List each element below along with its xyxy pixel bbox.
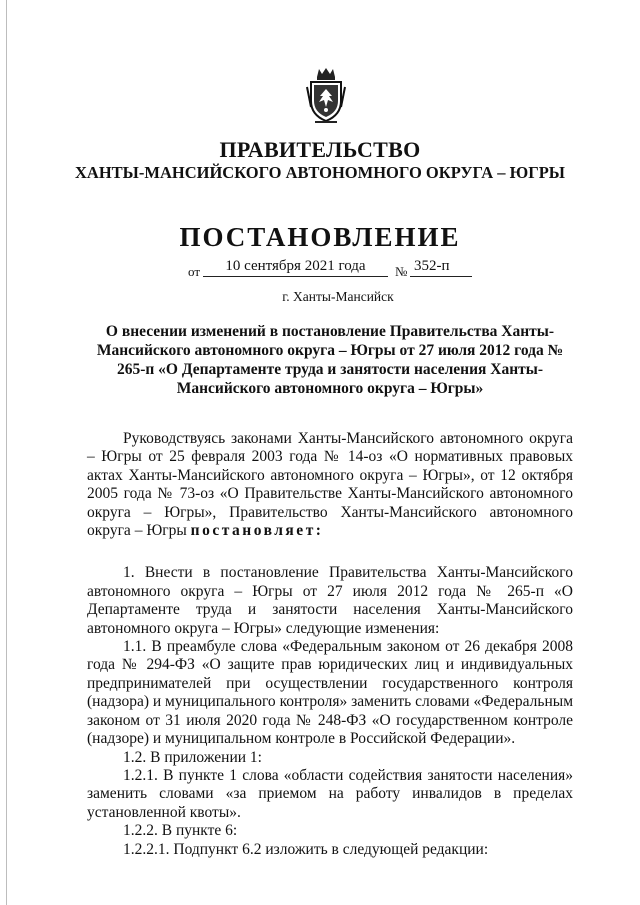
preamble-text: Руководствуясь законами Ханты-Мансийского автономного округа – Югры от 25 февраля 2003 года № 14-оз «О нормативных правовых актах Ханты-Мансийского автономного округа – Югры», от 12 октября 2005 года № 73-оз «О Правительстве Ханты-Мансийского автономного округа – Югры», Правительство Ханты-Мансийского автономного округа – Югры <box>87 430 573 540</box>
paragraph-item-1: 1. Внести в постановление Правительства Ханты-Мансийского автономного округа – Югры от 27 июля 2012 года № 265-п «О Департаменте труда и занятости населения Ханты-Мансийского автономного округа – Югры» следующие изменения: <box>87 564 573 637</box>
paragraph-item-1-2-2-1: 1.2.2.1. Подпункт 6.2 изложить в следующей редакции: <box>123 840 489 858</box>
date-prefix: от <box>188 264 201 279</box>
document-number: 352-п <box>410 258 472 277</box>
paragraph-item-1-2-1: 1.2.1. В пункте 1 слова «области содействия занятости населения» заменить словами «за приемом на работу инвалидов в пределах установленной квоты». <box>87 766 573 821</box>
paragraph-item-1-1: 1.1. В преамбуле слова «Федеральным законом от 26 декабря 2008 года № 294-ФЗ «О защите прав юридических лиц и индивидуальных предпринимателей при осуществлении государственного контроля (надзора) и муниципального контроля» заменить словами «Федеральным законом от 31 июля 2020 года № 248-ФЗ «О государственном контроле (надзоре) и муниципальном контроле в Российской Федерации». <box>87 638 573 748</box>
document-type: ПОСТАНОВЛЕНИЕ <box>179 222 461 252</box>
date-number-row <box>0 258 640 280</box>
region-title: ХАНТЫ-МАНСИЙСКОГО АВТОНОМНОГО ОКРУГА – ЮГРЫ <box>75 163 565 182</box>
scan-edge <box>6 0 7 905</box>
paragraph-item-1-2: 1.2. В приложении 1: <box>123 748 262 766</box>
government-title: ПРАВИТЕЛЬСТВО <box>219 137 421 162</box>
document-body <box>87 430 573 859</box>
paragraph-item-1-2-2: 1.2.2. В пункте 6: <box>123 822 238 840</box>
preamble-paragraph <box>87 430 573 540</box>
document-date: 10 сентября 2021 года <box>203 258 388 277</box>
document-subject: О внесении изменений в постановление Правительства Ханты-Мансийского автономного округа – Югры от 27 июля 2012 года № 265-п «О Департаменте труда и занятости населения Ханты-Мансийского автономного округа – Югры» <box>96 323 564 397</box>
decree-word: постановляет: <box>190 522 324 540</box>
number-prefix: № <box>395 264 408 279</box>
coat-of-arms-emblem <box>305 67 347 125</box>
city: г. Ханты-Мансийск <box>282 289 394 304</box>
